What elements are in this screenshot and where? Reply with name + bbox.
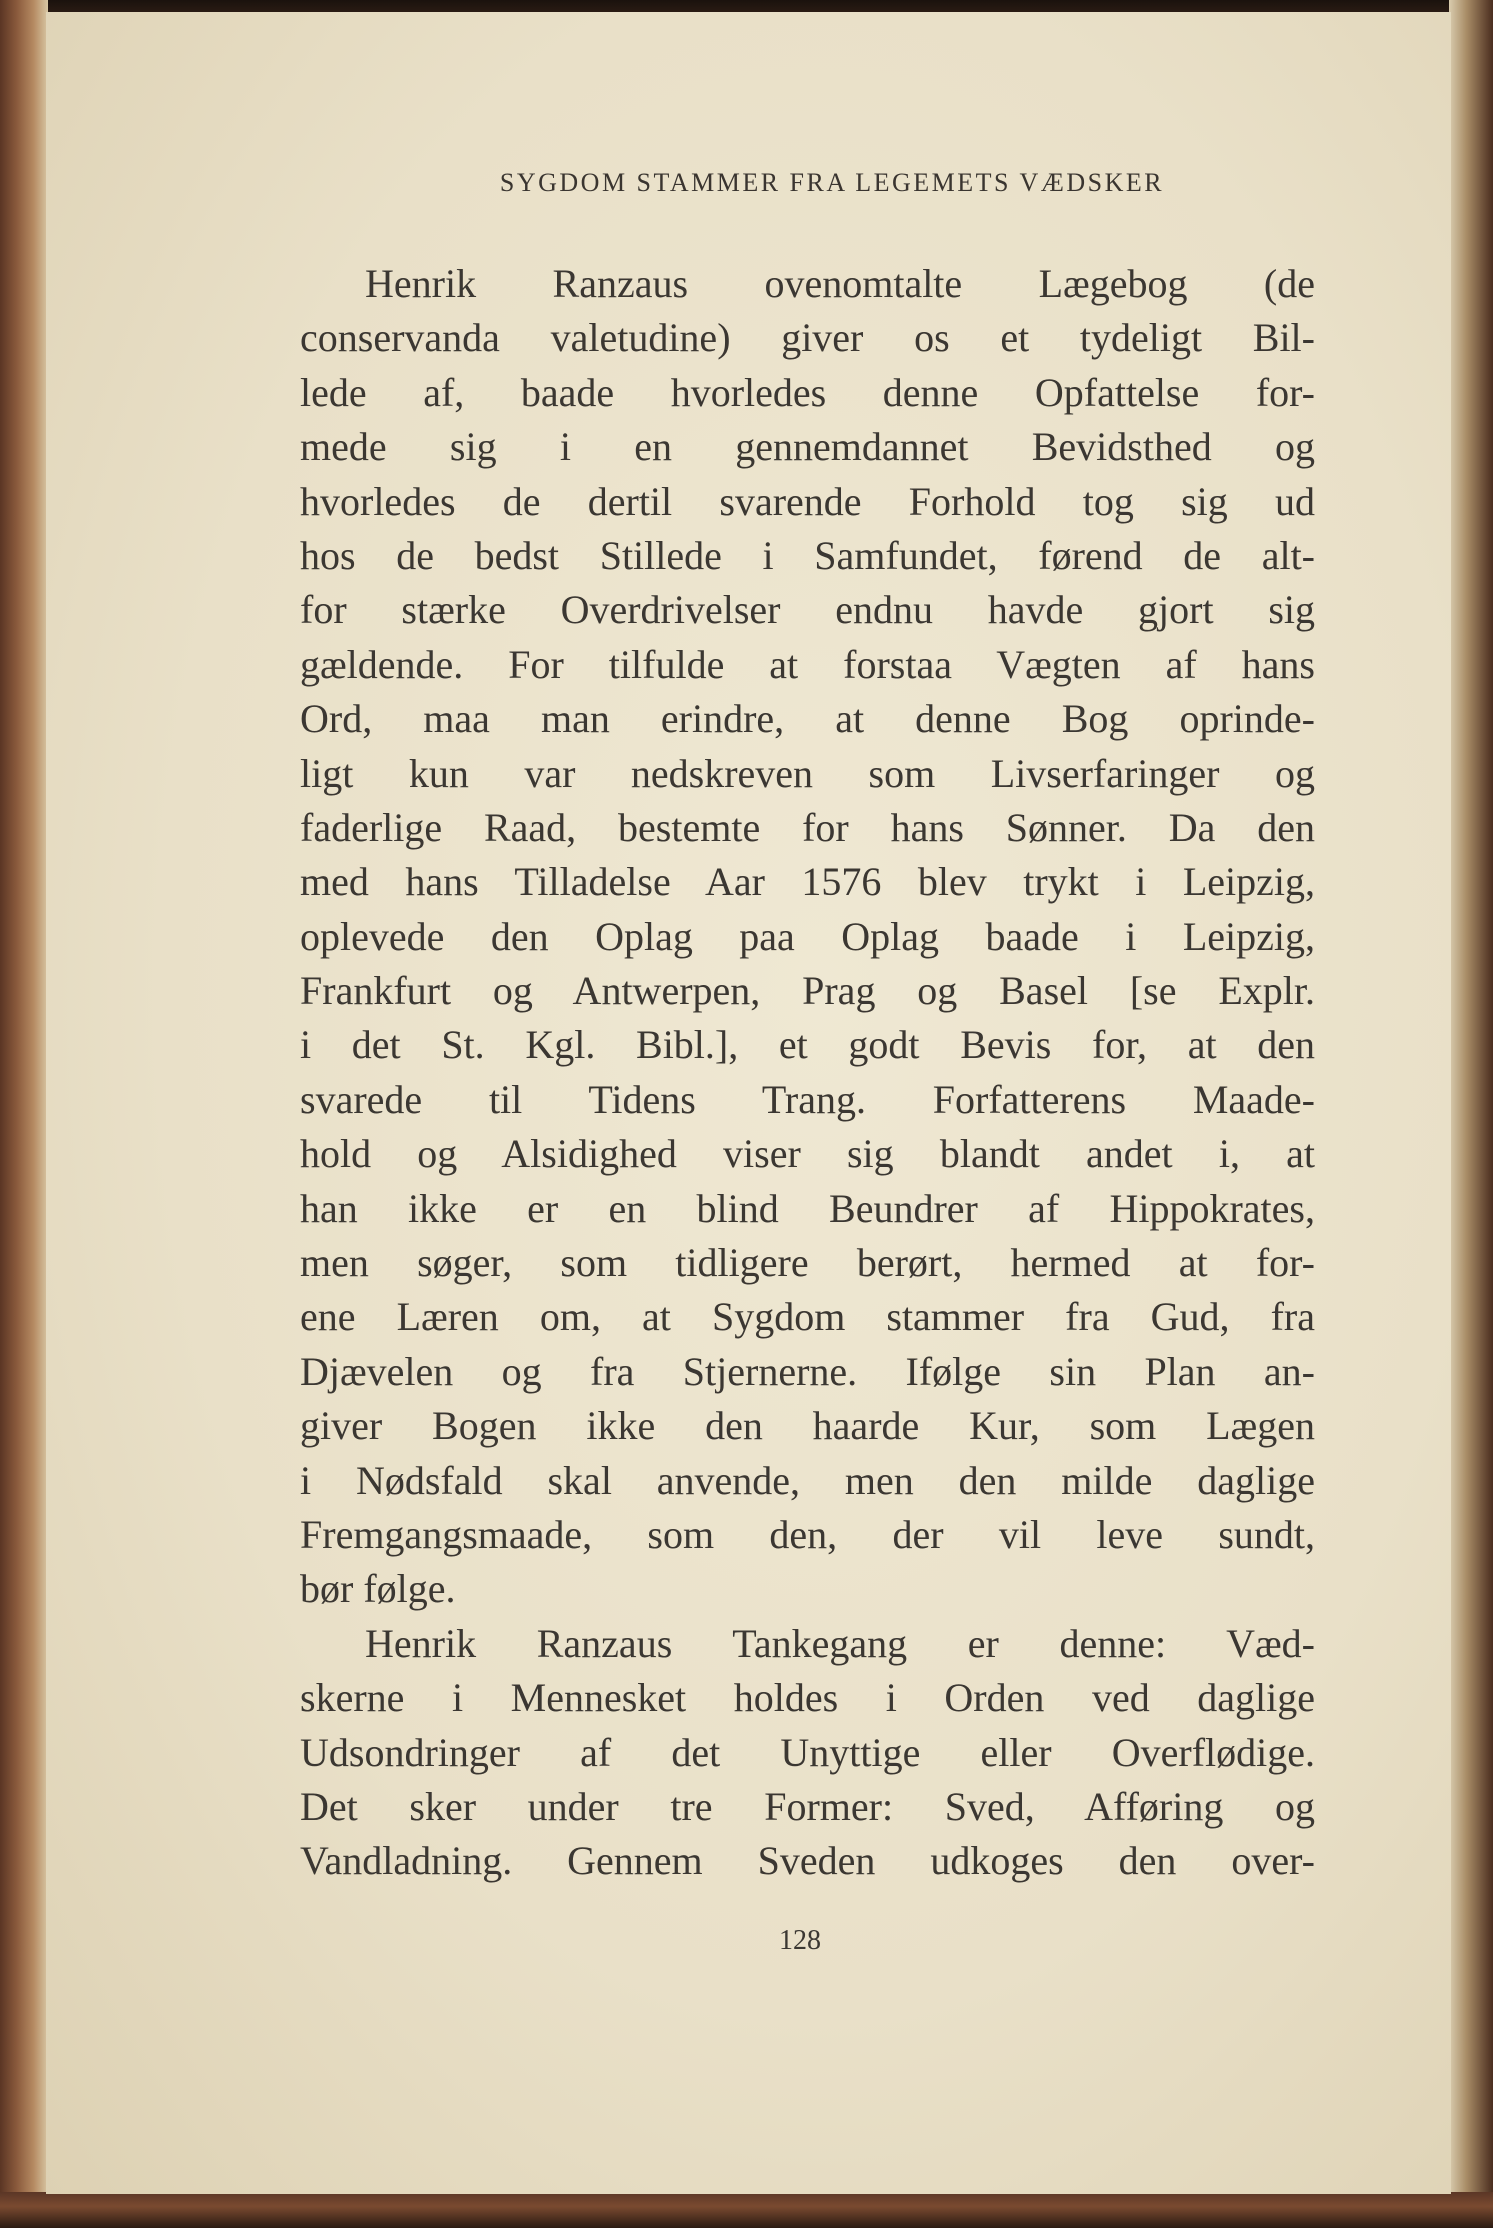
text-line: skerne i Mennesket holdes i Orden ved daglige: [300, 1675, 1315, 1721]
text-line: ligt kun var nedskreven som Livserfaringer og: [300, 750, 1315, 796]
running-head: SYGDOM STAMMER FRA LEGEMETS VÆDSKER: [499, 168, 1165, 197]
text-line: gældende. For tilfulde at forstaa Vægten af hans: [300, 641, 1315, 687]
text-line: for stærke Overdrivelser endnu havde gjort sig: [300, 587, 1315, 633]
text-line: oplevede den Oplag paa Oplag baade i Leipzig,: [300, 913, 1315, 959]
page-right-edge: [1449, 0, 1493, 2228]
page-number: 128: [779, 1925, 821, 1956]
text-line: svarede til Tidens Trang. Forfatterens Maade-: [300, 1076, 1315, 1122]
text-line: bør følge.: [300, 1566, 456, 1612]
book-bottom-edge: [0, 2192, 1493, 2228]
text-line: mede sig i en gennemdannet Bevidsthed og: [300, 424, 1315, 470]
text-line: hos de bedst Stillede i Samfundet, førend de alt-: [300, 532, 1315, 578]
body-text: [300, 257, 1315, 1889]
text-line: Fremgangsmaade, som den, der vil leve sundt,: [300, 1511, 1315, 1557]
text-line: i Nødsfald skal anvende, men den milde daglige: [300, 1457, 1315, 1503]
text-line: hvorledes de dertil svarende Forhold tog sig ud: [300, 478, 1315, 524]
text-line: Vandladning. Gennem Sveden udkoges den over-: [300, 1838, 1315, 1884]
text-line: han ikke er en blind Beundrer af Hippokrates,: [300, 1185, 1315, 1231]
text-line: Det sker under tre Former: Sved, Afføring og: [300, 1783, 1315, 1829]
text-line: Ord, maa man erindre, at denne Bog oprinde-: [300, 696, 1315, 742]
text-line: lede af, baade hvorledes denne Opfattelse for-: [300, 369, 1315, 415]
text-line: ene Læren om, at Sygdom stammer fra Gud, fra: [300, 1294, 1315, 1340]
text-line: Henrik Ranzaus Tankegang er denne: Væd-: [365, 1620, 1315, 1666]
text-line: i det St. Kgl. Bibl.], et godt Bevis for, at den: [300, 1022, 1315, 1068]
text-line: giver Bogen ikke den haarde Kur, som Lægen: [300, 1403, 1315, 1449]
text-line: Frankfurt og Antwerpen, Prag og Basel [se Explr.: [300, 968, 1315, 1014]
book-binding: [0, 0, 48, 2228]
text-line: Henrik Ranzaus ovenomtalte Lægebog (de: [365, 261, 1315, 306]
text-line: med hans Tilladelse Aar 1576 blev trykt i Leipzig,: [300, 859, 1315, 905]
text-line: hold og Alsidighed viser sig blandt andet i, at: [300, 1131, 1315, 1177]
text-line: Udsondringer af det Unyttige eller Overflødige.: [300, 1729, 1315, 1775]
text-line: faderlige Raad, bestemte for hans Sønner. Da den: [300, 804, 1315, 850]
text-line: conservanda valetudine) giver os et tydeligt Bil-: [300, 315, 1315, 361]
text-line: men søger, som tidligere berørt, hermed at for-: [300, 1240, 1315, 1286]
text-line: Djævelen og fra Stjernerne. Ifølge sin Plan an-: [300, 1348, 1315, 1394]
